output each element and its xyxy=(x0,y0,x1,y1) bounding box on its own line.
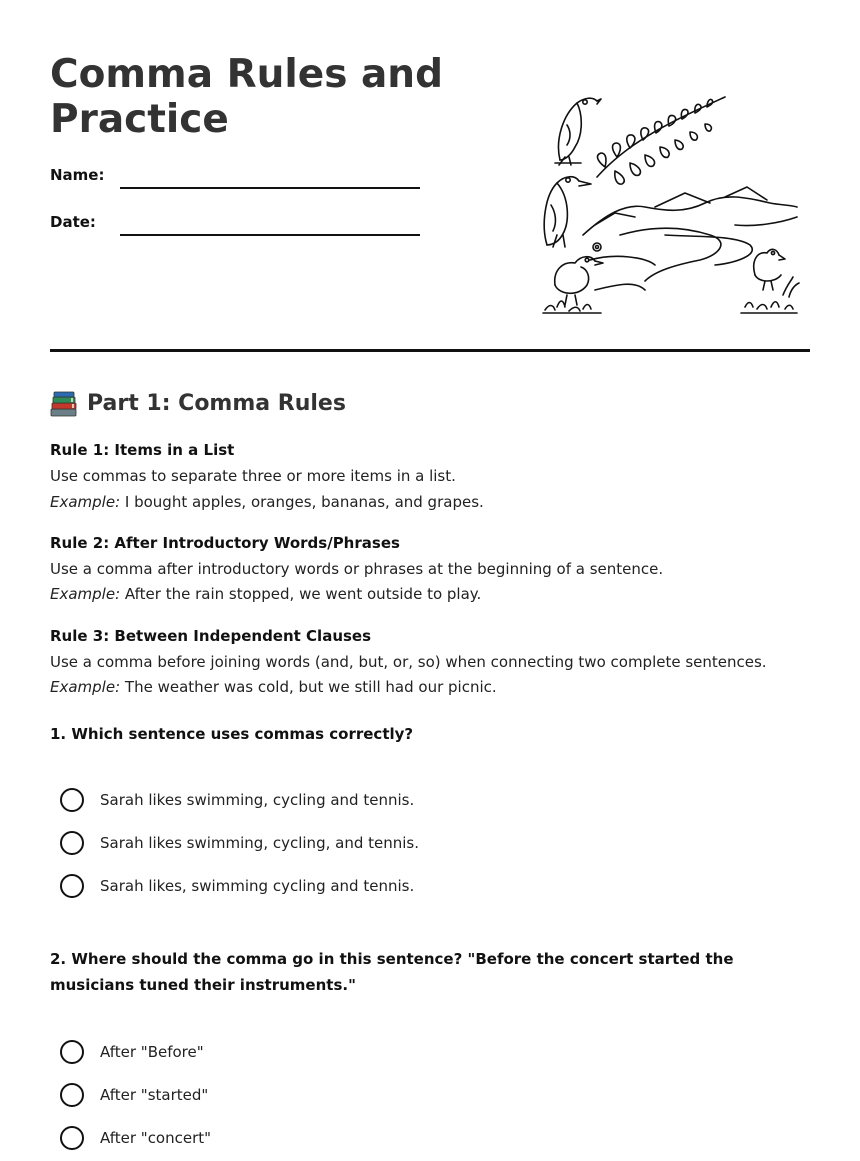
q1-option-a[interactable] xyxy=(60,788,414,812)
name-field-line[interactable] xyxy=(120,187,420,189)
question-1-prompt: 1. Which sentence uses commas correctly? xyxy=(50,725,414,743)
rule1-example xyxy=(50,493,484,511)
question-2-prompt: 2. Where should the comma go in this sentence? "Before the concert started the musicians tuned their instruments." xyxy=(50,950,734,994)
rule3-text: Use a comma before joining words (and, but, or, so) when connecting two complete sentences. xyxy=(50,653,767,671)
radio-button[interactable] xyxy=(60,1126,84,1150)
radio-button[interactable] xyxy=(60,788,84,812)
radio-button[interactable] xyxy=(60,1040,84,1064)
rule1-title: Rule 1: Items in a List xyxy=(50,441,235,459)
q1-option-c[interactable] xyxy=(60,874,414,898)
example-label: Example: xyxy=(50,678,121,696)
part1-heading xyxy=(50,389,346,419)
option-label: Sarah likes swimming, cycling, and tennis. xyxy=(100,834,419,852)
example-text: After the rain stopped, we went outside to play. xyxy=(120,585,482,603)
option-label: Sarah likes, swimming cycling and tennis. xyxy=(100,877,415,895)
mountain-landscape xyxy=(583,187,797,290)
bird-bottom-left xyxy=(555,243,603,305)
bird-bottom-right xyxy=(754,249,799,297)
option-label: After "concert" xyxy=(100,1129,212,1147)
part1-heading-text: Part 1: Comma Rules xyxy=(87,391,346,416)
perched-bird-top xyxy=(555,98,601,165)
q1-option-b[interactable] xyxy=(60,831,419,855)
date-field-line[interactable] xyxy=(120,234,420,236)
option-label: After "Before" xyxy=(100,1043,204,1061)
header-divider xyxy=(50,349,810,352)
fern-leaf xyxy=(597,97,725,184)
radio-button[interactable] xyxy=(60,1083,84,1107)
example-label: Example: xyxy=(50,493,121,511)
q2-option-a[interactable] xyxy=(60,1040,204,1064)
q2-option-b[interactable] xyxy=(60,1083,208,1107)
example-label: Example: xyxy=(50,585,121,603)
example-text: I bought apples, oranges, bananas, and grapes. xyxy=(120,493,484,511)
page-title: Comma Rules and Practice xyxy=(50,52,443,142)
date-label: Date: xyxy=(50,213,96,231)
rule2-title: Rule 2: After Introductory Words/Phrases xyxy=(50,534,400,552)
q2-option-c[interactable] xyxy=(60,1126,211,1150)
books-icon xyxy=(50,391,78,417)
birds-landscape-illustration xyxy=(535,85,805,320)
rule3-title: Rule 3: Between Independent Clauses xyxy=(50,627,372,645)
rule3-example xyxy=(50,678,497,696)
radio-button[interactable] xyxy=(60,874,84,898)
radio-button[interactable] xyxy=(60,831,84,855)
name-label: Name: xyxy=(50,166,105,184)
rule2-example xyxy=(50,585,481,603)
option-label: After "started" xyxy=(100,1086,209,1104)
grass-ground xyxy=(543,301,797,313)
example-text: The weather was cold, but we still had our picnic. xyxy=(120,678,497,696)
perched-bird-middle xyxy=(544,177,591,247)
option-label: Sarah likes swimming, cycling and tennis. xyxy=(100,791,415,809)
rule2-text: Use a comma after introductory words or phrases at the beginning of a sentence. xyxy=(50,560,664,578)
rule1-text: Use commas to separate three or more items in a list. xyxy=(50,467,456,485)
